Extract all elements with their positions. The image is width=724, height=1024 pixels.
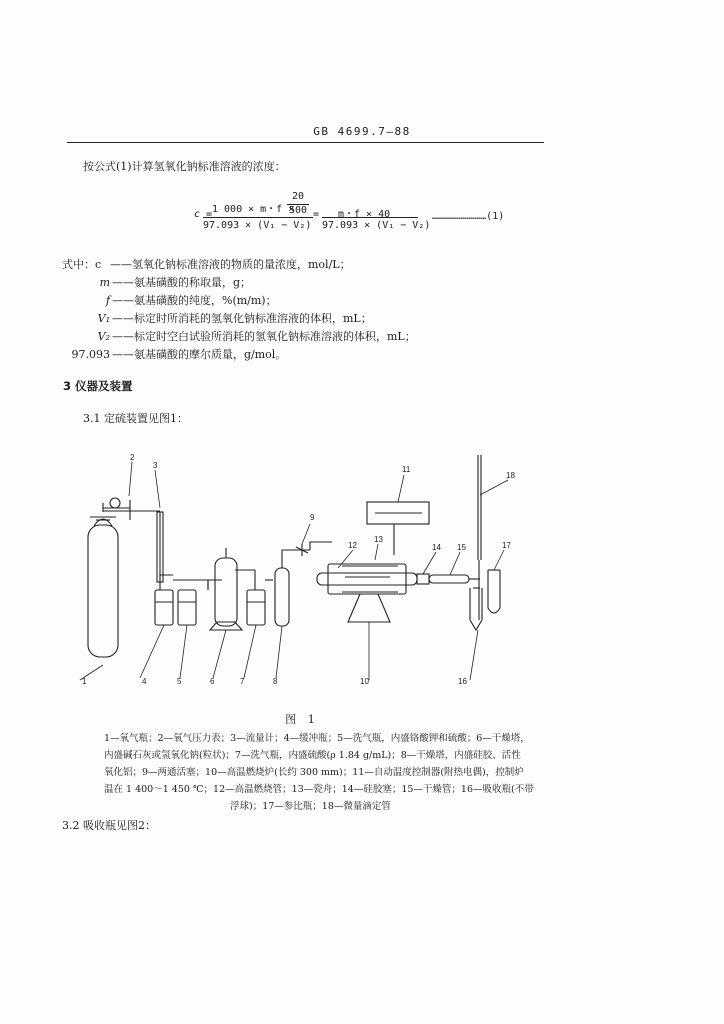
fraction-a-denominator: 97.093 × (V₁ − V₂) <box>203 220 312 231</box>
formula-number: ………………………(1) <box>432 211 505 222</box>
fraction-a-numerator: 1 000 × m・f × <box>212 204 295 215</box>
section-heading: 3 仪器及装置 <box>63 379 133 393</box>
definition-symbol: V₁ <box>97 312 110 325</box>
subsection-3-2: 3.2 吸收瓶见图2： <box>62 819 156 832</box>
label-1: 1 <box>82 677 87 686</box>
fraction-b-denominator: 97.093 × (V₁ − V₂) <box>322 220 431 231</box>
flowmeter <box>157 512 163 582</box>
fraction-a-inner-denominator: 500 <box>289 205 308 216</box>
drying-tower-8 <box>265 550 298 626</box>
wash-bottle-5 <box>173 580 208 625</box>
figure-1-diagram <box>60 440 620 690</box>
formula-intro: 按公式(1)计算氢氧化钠标准溶液的浓度： <box>83 160 286 173</box>
standard-header: GB 4699.7—88 <box>313 125 411 138</box>
fraction-a-inner-numerator: 20 <box>292 191 305 202</box>
label-7: 7 <box>240 677 245 686</box>
definition-symbol: m <box>99 276 110 289</box>
fraction-b-bar <box>322 217 418 218</box>
definition-row <box>62 346 286 362</box>
definition-symbol: 97.093 <box>71 348 110 361</box>
caption-line: 氧化铝；9—两通活塞；10—高温燃烧炉(长约 300 mm)；11—自动温度控制器(附热电偶)，控制炉 <box>104 767 524 778</box>
caption-line: 浮球)；17—参比瓶；18—微量滴定管 <box>230 801 391 812</box>
definition-text: ——氨基磺酸的摩尔质量，g/mol。 <box>112 348 287 361</box>
formula-lhs: c = <box>194 209 213 220</box>
header-rule <box>67 142 544 143</box>
definition-text: ——氨基磺酸的纯度，%(m/m)； <box>112 294 277 307</box>
definition-row <box>62 328 416 344</box>
wash-bottle-7 <box>235 570 265 625</box>
drying-tube <box>429 575 480 583</box>
caption-line: 1—氧气瓶；2—氧气压力表；3—流量计；4—缓冲瓶；5—洗气瓶，内盛铬酸钾和硫酸；6—干燥塔， <box>104 733 530 744</box>
label-11: 11 <box>402 465 411 474</box>
label-4: 4 <box>142 677 147 686</box>
definition-row <box>62 274 251 290</box>
label-17: 17 <box>502 541 511 550</box>
figure-1-title: 图 1 <box>285 713 319 726</box>
label-6: 6 <box>210 677 215 686</box>
absorption-bottle <box>470 588 482 630</box>
label-5: 5 <box>177 677 182 686</box>
reference-bottle <box>488 570 500 613</box>
label-18: 18 <box>506 471 515 480</box>
label-15: 15 <box>457 543 466 552</box>
combustion-furnace <box>317 564 417 622</box>
label-8: 8 <box>273 677 278 686</box>
fraction-b-numerator: m・f × 40 <box>338 209 391 220</box>
label-9: 9 <box>310 513 315 522</box>
temperature-controller <box>367 502 429 555</box>
definition-row <box>62 310 372 326</box>
definition-symbol: 式中：c <box>62 258 102 271</box>
two-way-stopcock <box>292 542 332 556</box>
caption-line: 内盛碱石灰或氢氧化钠(粒状)；7—洗气瓶，内盛硫酸(ρ 1.84 g/mL)；8—干燥塔，内盛硅胶、活性 <box>104 750 521 761</box>
definition-row <box>62 292 277 308</box>
definition-text: ——氨基磺酸的称取量，g； <box>112 276 252 289</box>
definition-text: ——氢氧化钠标准溶液的物质的量浓度，mol/L； <box>110 258 351 271</box>
label-13: 13 <box>374 535 383 544</box>
label-16: 16 <box>458 677 467 686</box>
subsection-3-1: 3.1 定硫装置见图1： <box>83 412 188 425</box>
definition-symbol: f <box>105 294 110 307</box>
formula-equals: = <box>313 209 320 220</box>
label-14: 14 <box>432 543 441 552</box>
label-3: 3 <box>153 461 158 470</box>
drying-tower-6 <box>208 548 242 630</box>
microburette <box>478 455 481 620</box>
fraction-a-bar <box>203 217 313 218</box>
definition-text: ——标定时空白试验所消耗的氢氧化钠标准溶液的体积，mL； <box>112 330 416 343</box>
oxygen-cylinder <box>88 503 118 657</box>
caption-line: 温在 1 400～1 450 ℃；12—高温燃烧管；13—瓷舟；14—硅胶塞；15—干燥管；16—吸收瓶(不带 <box>104 784 534 795</box>
definition-text: ——标定时所消耗的氢氧化钠标准溶液的体积，mL； <box>112 312 372 325</box>
definition-symbol: V₂ <box>97 330 110 343</box>
label-2: 2 <box>130 453 135 462</box>
definition-row <box>62 256 351 272</box>
label-12: 12 <box>348 541 357 550</box>
label-10: 10 <box>360 677 369 686</box>
silicone-stopper <box>417 574 429 584</box>
